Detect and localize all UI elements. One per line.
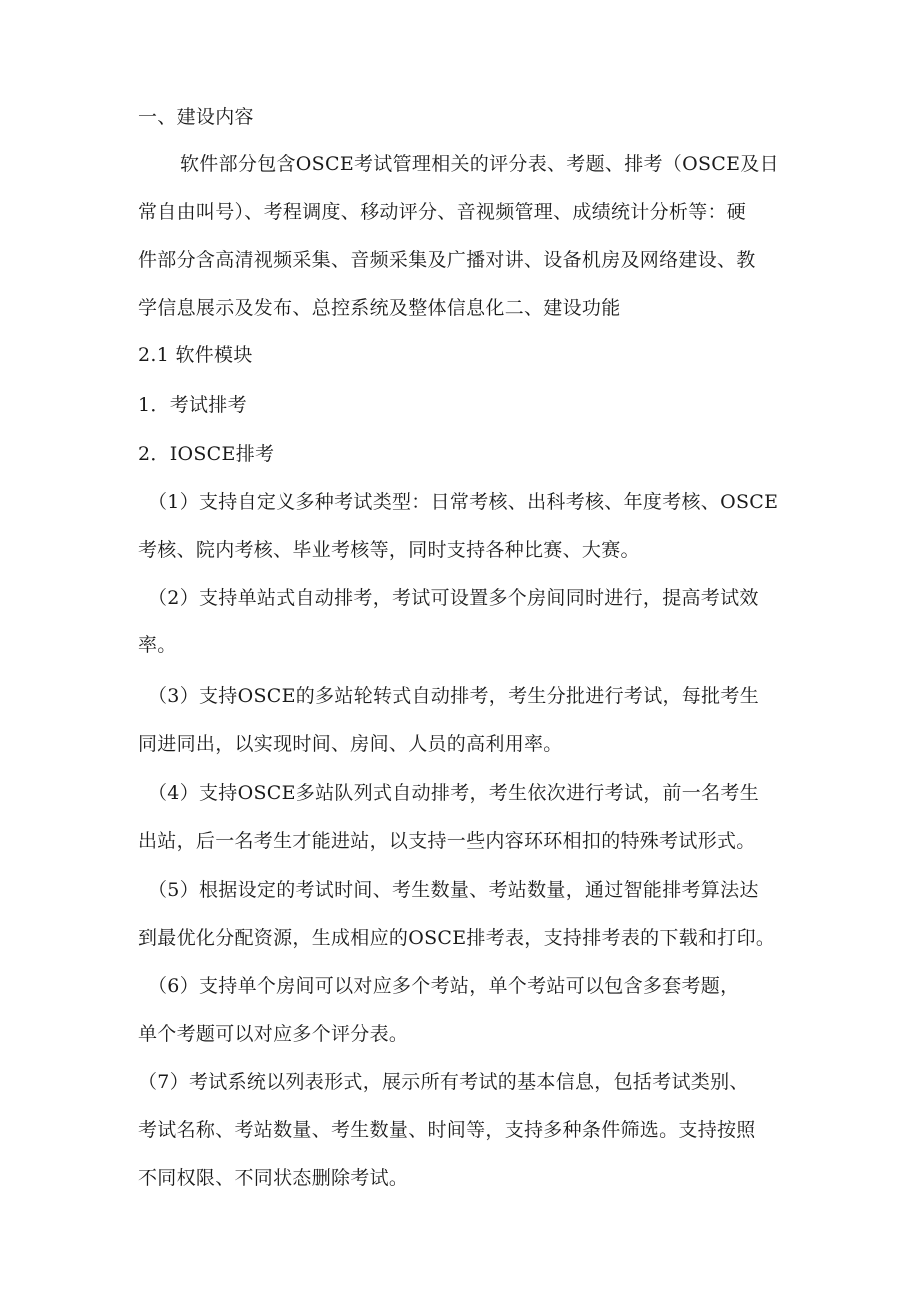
paragraph-line: 出站，后一名考生才能进站，以支持一些内容环环相扣的特殊考试形式。 (138, 830, 756, 852)
paragraph-line: （2）支持单站式自动排考，考试可设置多个房间同时进行，提高考试效 (148, 587, 759, 609)
paragraph-line: （4）支持OSCE多站队列式自动排考，考生依次进行考试，前一名考生 (148, 782, 759, 804)
subsection-heading: 2.1 软件模块 (138, 344, 253, 366)
paragraph-line: （3）支持OSCE的多站轮转式自动排考，考生分批进行考试，每批考生 (148, 685, 759, 707)
paragraph-line: 常自由叫号）、考程调度、移动评分、音视频管理、成绩统计分析等：硬 (138, 201, 747, 223)
paragraph-line: 件部分含高清视频采集、音频采集及广播对讲、设备机房及网络建设、教 (138, 249, 756, 271)
paragraph-line: （7）考试系统以列表形式，展示所有考试的基本信息，包括考试类别、 (138, 1071, 749, 1093)
paragraph-line: 学信息展示及发布、总控系统及整体信息化二、建设功能 (138, 297, 621, 319)
paragraph-line: 同进同出，以实现时间、房间、人员的高利用率。 (138, 733, 563, 755)
list-heading: 1．考试排考 (138, 394, 247, 416)
paragraph-line: 考试名称、考站数量、考生数量、时间等，支持多种条件筛选。支持按照 (138, 1119, 756, 1141)
paragraph-line: 软件部分包含OSCE考试管理相关的评分表、考题、排考（OSCE及日 (180, 153, 779, 175)
paragraph-line: 率。 (138, 634, 177, 656)
list-heading: 2．IOSCE排考 (138, 443, 275, 465)
paragraph-line: 考核、院内考核、毕业考核等，同时支持各种比赛、大赛。 (138, 539, 640, 561)
paragraph-line: （5）根据设定的考试时间、考生数量、考站数量，通过智能排考算法达 (148, 879, 759, 901)
paragraph-line: 单个考题可以对应多个评分表。 (138, 1023, 409, 1045)
paragraph-line: 不同权限、不同状态删除考试。 (138, 1167, 409, 1189)
paragraph-line: （1）支持自定义多种考试类型：日常考核、出科考核、年度考核、OSCE (148, 491, 779, 513)
section-heading: 一、建设内容 (138, 106, 254, 128)
paragraph-line: （6）支持单个房间可以对应多个考站，单个考站可以包含多套考题， (148, 975, 740, 997)
paragraph-line: 到最优化分配资源，生成相应的OSCE排考表，支持排考表的下载和打印。 (138, 927, 776, 949)
